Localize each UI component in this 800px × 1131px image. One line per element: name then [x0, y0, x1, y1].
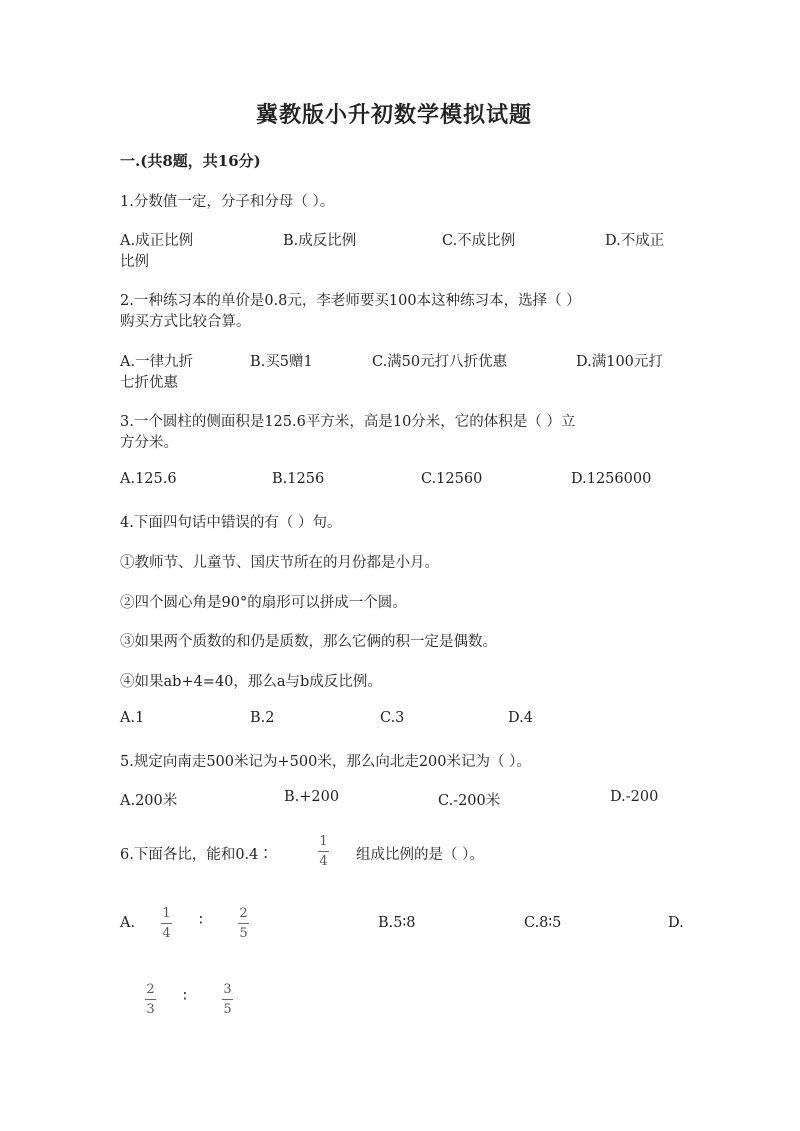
- fraction-bar: [145, 999, 156, 1000]
- question-6-option-d-label: D.: [668, 915, 684, 931]
- question-6-option-a-colon: ∶: [199, 913, 203, 929]
- question-5-option-c: C.-200米: [438, 793, 501, 809]
- question-4-option-d: D.4: [508, 710, 533, 726]
- question-5-text: 5.规定向南走500米记为+500米，那么向北走200米记为（ ）。: [120, 754, 531, 770]
- question-3-text-line-2: 方分米。: [120, 435, 178, 451]
- question-2-option-c: C.满50元打八折优惠: [372, 354, 508, 370]
- question-1-option-d-wrap: 比例: [120, 254, 149, 270]
- question-1-option-d: D.不成正: [605, 233, 665, 249]
- question-4-option-a: A.1: [120, 710, 145, 726]
- question-5-option-d: D.-200: [610, 789, 659, 805]
- question-1-option-a: A.成正比例: [120, 233, 194, 249]
- question-4-statement-1: ①教师节、儿童节、国庆节所在的月份都是小月。: [120, 555, 439, 571]
- question-6-text-prefix: 6.下面各比，能和0.4∶: [120, 847, 273, 863]
- question-6-option-b: B.5∶8: [378, 915, 416, 931]
- fraction-numerator: 3: [223, 982, 232, 997]
- question-6-option-c: C.8∶5: [524, 915, 562, 931]
- question-6-option-d-fraction-2: [222, 983, 233, 1016]
- fraction-denominator: 4: [162, 926, 171, 941]
- question-4-statement-3: ③如果两个质数的和仍是质数，那么它俩的积一定是偶数。: [120, 634, 497, 650]
- question-2-option-b: B.买5赠1: [250, 354, 313, 370]
- fraction-numerator: 2: [239, 906, 248, 921]
- question-6-option-d-fraction-1: [145, 983, 156, 1016]
- question-3-option-a: A.125.6: [120, 471, 177, 487]
- fraction-bar: [318, 851, 329, 852]
- fraction-numerator: 2: [146, 982, 155, 997]
- fraction-denominator: 5: [223, 1002, 232, 1017]
- question-1-text: 1.分数值一定，分子和分母（ ）。: [120, 194, 335, 210]
- fraction-numerator: 1: [162, 906, 171, 921]
- question-5-option-a: A.200米: [120, 793, 178, 809]
- question-6-text-suffix: 组成比例的是（ ）。: [356, 847, 484, 863]
- question-3-text-line-1: 3.一个圆柱的侧面积是125.6平方米，高是10分米，它的体积是（ ）立: [120, 414, 576, 430]
- question-2-text-line-1: 2.一种练习本的单价是0.8元，李老师要买100本这种练习本，选择（ ）: [120, 293, 581, 309]
- question-3-option-d: D.1256000: [571, 471, 652, 487]
- question-1-option-b: B.成反比例: [283, 233, 357, 249]
- question-2-option-d-wrap: 七折优惠: [120, 375, 178, 391]
- question-4-text: 4.下面四句话中错误的有（ ）句。: [120, 515, 342, 531]
- fraction-bar: [222, 999, 233, 1000]
- question-6-option-a-label: A.: [120, 915, 136, 931]
- question-1-option-c: C.不成比例: [442, 233, 516, 249]
- fraction-denominator: 4: [319, 854, 328, 869]
- page-title: 冀教版小升初数学模拟试题: [256, 102, 533, 128]
- section-header: 一.(共8题，共16分): [120, 152, 261, 170]
- fraction-denominator: 3: [146, 1002, 155, 1017]
- question-4-statement-2: ②四个圆心角是90°的扇形可以拼成一个圆。: [120, 595, 407, 611]
- fraction-bar: [238, 923, 249, 924]
- question-2-text-line-2: 购买方式比较合算。: [120, 314, 251, 330]
- question-6-option-d-colon: ∶: [183, 989, 187, 1005]
- question-3-option-b: B.1256: [272, 471, 325, 487]
- question-2-option-a: A.一律九折: [120, 354, 194, 370]
- fraction-denominator: 5: [239, 926, 248, 941]
- question-5-option-b: B.+200: [284, 789, 340, 805]
- fraction-numerator: 1: [319, 834, 328, 849]
- fraction-bar: [161, 923, 172, 924]
- question-4-statement-4: ④如果ab+4=40，那么a与b成反比例。: [120, 674, 382, 690]
- question-3-option-c: C.12560: [421, 471, 483, 487]
- question-6-fraction: [318, 835, 329, 868]
- question-4-option-b: B.2: [250, 710, 275, 726]
- question-6-option-a-fraction-1: [161, 907, 172, 940]
- question-6-option-a-fraction-2: [238, 907, 249, 940]
- question-4-option-c: C.3: [380, 710, 405, 726]
- question-2-option-d: D.满100元打: [576, 354, 663, 370]
